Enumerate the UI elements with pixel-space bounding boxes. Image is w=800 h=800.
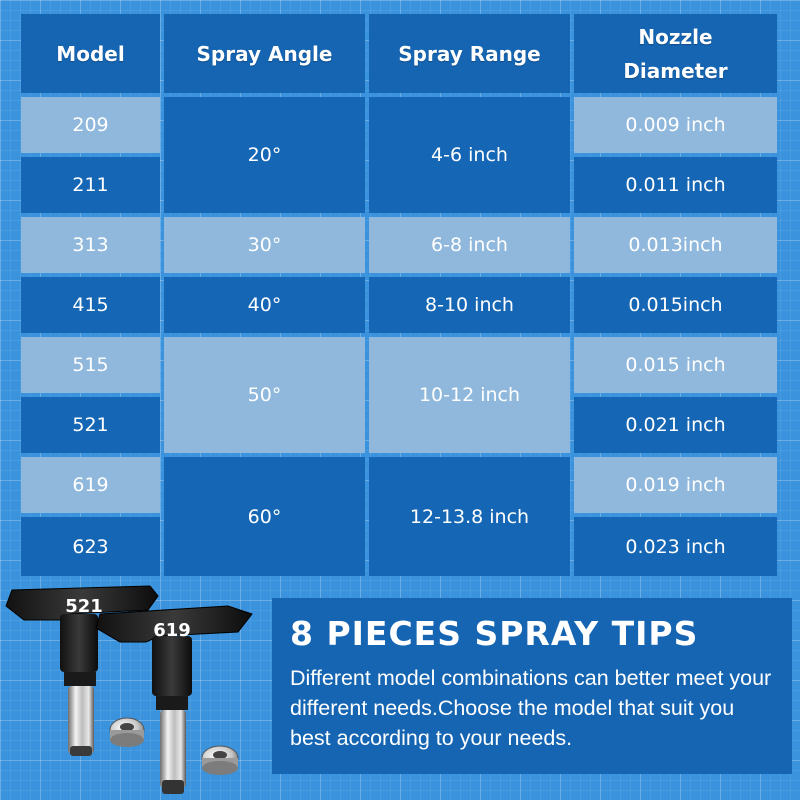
nozzle-diameter-cell: 0.019 inch — [574, 457, 777, 513]
spray-tips-illustration — [0, 580, 280, 800]
nozzle-diameter-cell: 0.021 inch — [574, 397, 777, 453]
header-spray-range: Spray Range — [369, 14, 570, 93]
spray-angle-cell: 60° — [164, 457, 365, 576]
header-nozzle-line2: Diameter — [623, 58, 728, 83]
nozzle-diameter-cell: 0.015 inch — [574, 337, 777, 393]
model-cell: 521 — [21, 397, 160, 453]
banner-description: Different model combinations can better meet your different needs.Choose the model that suit you best according to your needs. — [290, 666, 772, 750]
spray-range-cell: 4-6 inch — [369, 97, 570, 213]
seal-nut — [202, 746, 238, 775]
model-cell: 623 — [21, 517, 160, 576]
header-spray-angle: Spray Angle — [164, 14, 365, 93]
header-model: Model — [21, 14, 160, 93]
banner-title: 8 PIECES SPRAY TIPS — [290, 614, 699, 653]
spray-range-cell: 12-13.8 inch — [369, 457, 570, 576]
nozzle-diameter-cell: 0.013inch — [574, 217, 777, 273]
nozzle-diameter-cell: 0.023 inch — [574, 517, 777, 576]
nozzle-diameter-cell: 0.015inch — [574, 277, 777, 333]
model-cell: 209 — [21, 97, 160, 153]
header-nozzle-diameter — [574, 14, 777, 93]
spray-range-cell: 6-8 inch — [369, 217, 570, 273]
spray-angle-cell: 20° — [164, 97, 365, 213]
nozzle-diameter-cell: 0.009 inch — [574, 97, 777, 153]
spray-angle-cell: 50° — [164, 337, 365, 453]
promo-banner — [272, 598, 792, 774]
spray-range-cell: 8-10 inch — [369, 277, 570, 333]
model-cell: 515 — [21, 337, 160, 393]
model-cell: 619 — [21, 457, 160, 513]
model-cell: 211 — [21, 157, 160, 213]
header-nozzle-line1: Nozzle — [638, 24, 713, 49]
spray-range-cell: 10-12 inch — [369, 337, 570, 453]
spray-angle-cell: 30° — [164, 217, 365, 273]
model-cell: 415 — [21, 277, 160, 333]
nozzle-diameter-cell: 0.011 inch — [574, 157, 777, 213]
spray-angle-cell: 40° — [164, 277, 365, 333]
tip1-label: 521 — [65, 596, 103, 617]
tip2-label: 619 — [153, 620, 191, 641]
seal-nut — [110, 718, 144, 747]
model-cell: 313 — [21, 217, 160, 273]
